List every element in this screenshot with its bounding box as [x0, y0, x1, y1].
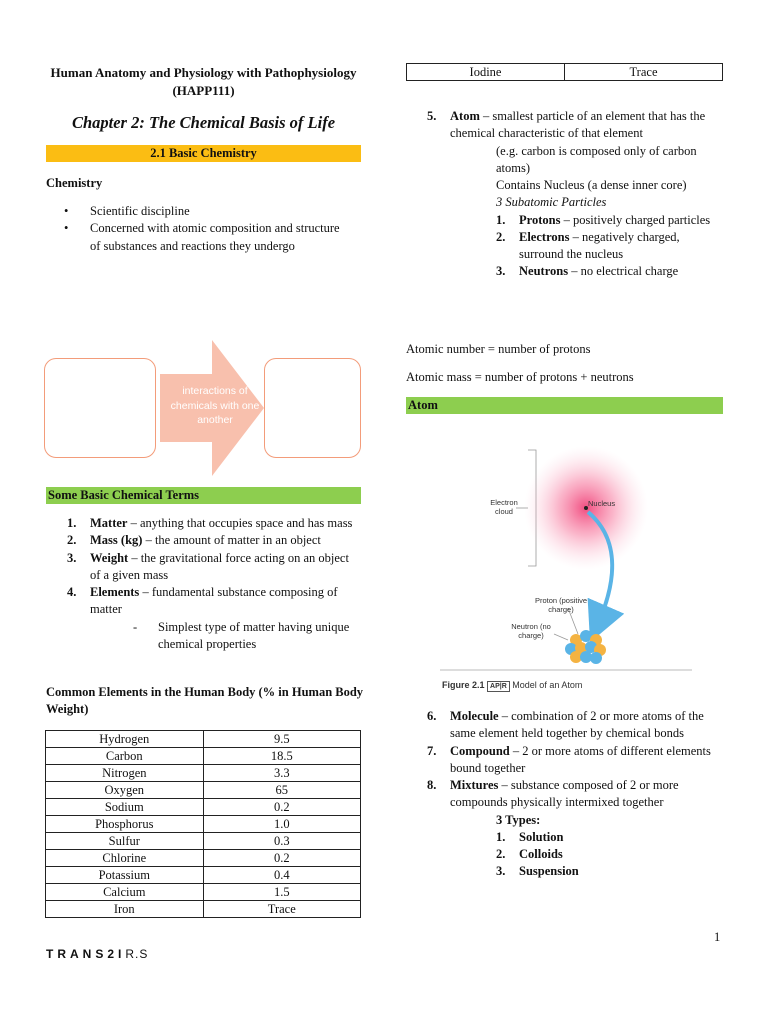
subatomic-heading: 3 Subatomic Particles	[496, 195, 607, 210]
table-row	[46, 765, 361, 782]
table-row	[46, 816, 361, 833]
atom-example: (e.g. carbon is composed only of carbon atoms)	[496, 143, 697, 175]
atomic-mass-formula: Atomic mass = number of protons + neutrons	[406, 370, 634, 384]
term-item: 4. Elements – fundamental substance composing of matter	[67, 585, 338, 617]
elements-table-heading: Common Elements in the Human Body (% in Human Body Weight)	[46, 685, 364, 717]
table-row	[46, 799, 361, 816]
term-item: 6. Molecule – combination of 2 or more atoms of the same element held together by chemical bonds	[427, 709, 704, 741]
nucleus-note: Contains Nucleus (a dense inner core)	[496, 178, 687, 192]
element-percent-cell: 1.5	[203, 884, 360, 901]
element-percent-cell: 18.5	[203, 748, 360, 765]
table-row	[46, 731, 361, 748]
more-terms	[406, 708, 724, 881]
term-item: 8. Mixtures – substance composed of 2 or more compounds physically intermixed together	[427, 778, 679, 810]
element-name-cell: Carbon	[46, 748, 204, 765]
chemistry-bullet-1: • Scientific discipline	[46, 203, 346, 220]
basic-terms-list	[46, 515, 358, 653]
section-heading-bar: 2.1 Basic Chemistry	[46, 145, 361, 162]
element-name-cell: Chlorine	[46, 850, 204, 867]
chapter-title: Chapter 2: The Chemical Basis of Life	[71, 113, 336, 132]
term-item: 7. Compound – 2 or more atoms of different elements bound together	[427, 743, 711, 775]
types-heading: 3 Types:	[496, 812, 541, 827]
element-percent-cell: 0.2	[203, 850, 360, 867]
table-row	[46, 782, 361, 799]
element-percent-cell: 9.5	[203, 731, 360, 748]
proton-label: Proton (positive charge)	[534, 596, 588, 614]
element-percent-cell: 0.3	[203, 833, 360, 850]
nucleus-cluster	[565, 630, 606, 664]
table-row	[46, 850, 361, 867]
table-row	[46, 833, 361, 850]
chemistry-bullet-list	[46, 203, 346, 255]
element-name-cell: Phosphorus	[46, 816, 204, 833]
mixture-type-item: 3. Suspension	[496, 864, 579, 879]
atom-heading-bar: Atom	[406, 397, 723, 414]
chemistry-bullet-2: • Concerned with atomic composition and structure of substances and reactions they undergo	[46, 220, 346, 255]
element-name-cell: Sulfur	[46, 833, 204, 850]
elements-table-continued	[406, 63, 723, 81]
atom-model-illustration	[436, 444, 696, 700]
element-percent-cell: 65	[203, 782, 360, 799]
element-name-cell: Oxygen	[46, 782, 204, 799]
element-percent-cell: 1.0	[203, 816, 360, 833]
arrow-label: interactions of chemicals with one another	[170, 385, 260, 427]
element-percent-cell: 0.4	[203, 867, 360, 884]
table-row	[46, 867, 361, 884]
atom-model-figure	[436, 444, 696, 700]
element-name-cell: Hydrogen	[46, 731, 204, 748]
nucleus-label: Nucleus	[588, 499, 616, 508]
mixture-type-item: 1. Solution	[496, 829, 564, 844]
table-row	[407, 64, 723, 81]
process-input-box	[44, 358, 156, 458]
particle-item: 1. Protons – positively charged particles	[496, 212, 711, 227]
term-item: 2. Mass (kg) – the amount of matter in an object	[67, 533, 321, 548]
process-output-box	[264, 358, 361, 458]
atom-definition	[406, 108, 724, 281]
element-name-cell: Iodine	[407, 64, 565, 81]
element-percent-cell: 3.3	[203, 765, 360, 782]
table-row	[46, 901, 361, 918]
particle-item: 3. Neutrons – no electrical charge	[496, 264, 679, 279]
element-name-cell: Iron	[46, 901, 204, 918]
table-row	[46, 748, 361, 765]
element-name-cell: Calcium	[46, 884, 204, 901]
element-percent-cell: 0.2	[203, 799, 360, 816]
subatomic-list	[406, 212, 724, 281]
particle-item: 2. Electrons – negatively charged, surround the nucleus	[496, 229, 680, 261]
atomic-number-formula: Atomic number = number of protons	[406, 342, 591, 356]
footer-brand: TRANS2IR.S	[46, 947, 149, 961]
course-title: Human Anatomy and Physiology with Pathophysiology (HAPP111)	[50, 65, 357, 98]
mixture-types-list	[406, 829, 724, 881]
elements-table	[45, 730, 361, 918]
element-name-cell: Nitrogen	[46, 765, 204, 782]
term-item: 1. Matter – anything that occupies space and has mass	[67, 516, 353, 530]
neutron-label: Neutron (no charge)	[511, 622, 551, 640]
term-item: 5. Atom – smallest particle of an element that has the chemical characteristic of that element	[427, 109, 706, 141]
element-name-cell: Sodium	[46, 799, 204, 816]
process-diagram	[44, 340, 364, 476]
basic-terms-heading-bar: Some Basic Chemical Terms	[46, 487, 361, 504]
term-sub-item: - Simplest type of matter having unique chemical properties	[133, 619, 350, 651]
electron-cloud-label: Electron cloud	[490, 498, 518, 516]
apr-badge: AP|R	[487, 681, 510, 692]
page-number: 1	[714, 930, 721, 944]
mixture-type-item: 2. Colloids	[496, 847, 563, 861]
chemistry-heading: Chemistry	[46, 176, 103, 190]
element-percent-cell: Trace	[565, 64, 723, 81]
element-percent-cell: Trace	[203, 901, 360, 918]
term-item: 3. Weight – the gravitational force acting on an object of a given mass	[67, 550, 349, 582]
figure-caption: Figure 2.1 AP|R Model of an Atom	[442, 680, 583, 690]
table-row	[46, 884, 361, 901]
element-name-cell: Potassium	[46, 867, 204, 884]
